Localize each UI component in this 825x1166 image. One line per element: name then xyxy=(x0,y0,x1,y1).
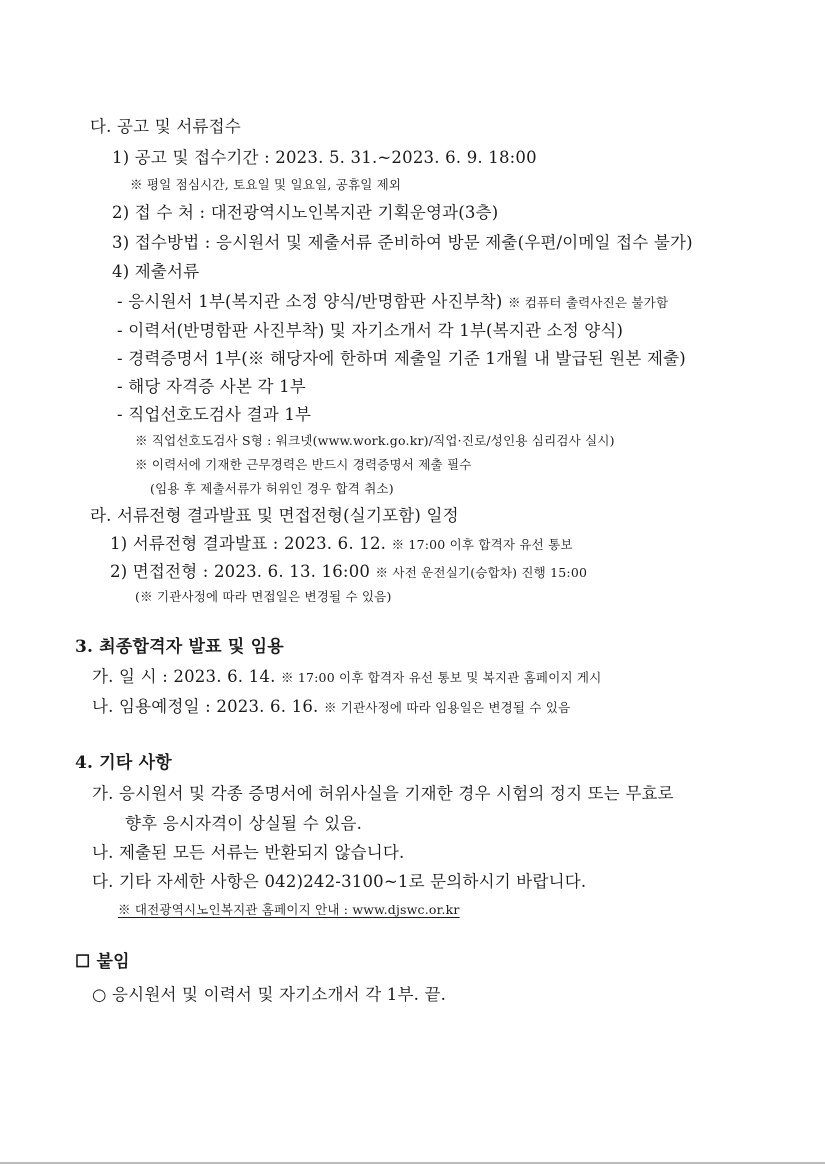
document-item xyxy=(117,291,668,314)
section-da-item-2: 2) 접 수 처 : 대전광역시노인복지관 기획운영과(3층) xyxy=(112,203,499,222)
document-item: - 직업선호도검사 결과 1부 xyxy=(117,405,312,424)
section-da-heading: 다. 공고 및 서류접수 xyxy=(90,117,241,136)
section-ra-item-1 xyxy=(110,533,573,556)
item-text: 나. 임용예정일 : 2023. 6. 16. xyxy=(92,697,319,716)
section-da-item-4: 4) 제출서류 xyxy=(112,262,200,281)
section-3-heading: 3. 최종합격자 발표 및 임용 xyxy=(75,637,284,657)
document-text: - 응시원서 1부(복지관 소정 양식/반명함판 사진부착) xyxy=(117,292,503,311)
attachment-item: ○ 응시원서 및 이력서 및 자기소개서 각 1부. 끝. xyxy=(92,985,447,1004)
interview-change-note: (※ 기관사정에 따라 면접일은 변경될 수 있음) xyxy=(135,589,392,604)
section-ra-item-2 xyxy=(110,561,587,584)
document-item: - 이력서(반명함판 사진부착) 및 자기소개서 각 1부(복지관 소정 양식) xyxy=(117,321,624,340)
item-text: 가. 일 시 : 2023. 6. 14. xyxy=(92,667,276,686)
item-note: ※ 기관사정에 따라 임용일은 변경될 수 있음 xyxy=(323,700,571,715)
section-4-ga: 가. 응시원서 및 각종 증명서에 허위사실을 기재한 경우 시험의 정지 또는 무효로 xyxy=(92,784,674,803)
section-3-na xyxy=(92,696,570,719)
attachment-heading: ☐ 붙임 xyxy=(75,952,130,972)
note: ※ 직업선호도검사 S형 : 워크넷(www.work.go.kr)/직업·진로/성인용 심리검사 실시) xyxy=(135,433,615,448)
section-da-item-1: 1) 공고 및 접수기간 : 2023. 5. 31.~2023. 6. 9. 18:00 xyxy=(112,148,537,167)
section-4-heading: 4. 기타 사항 xyxy=(75,753,172,773)
section-4-ga-cont: 향후 응시자격이 상실될 수 있음. xyxy=(125,814,363,833)
document-item: - 해당 자격증 사본 각 1부 xyxy=(117,377,306,396)
application-note: ※ 컴퓨터 출력사진은 불가함 xyxy=(507,295,669,310)
period-note: ※ 평일 점심시간, 토요일 및 일요일, 공휴일 제외 xyxy=(130,177,402,192)
section-3-ga xyxy=(92,666,601,689)
section-4-na: 나. 제출된 모든 서류는 반환되지 않습니다. xyxy=(92,843,405,862)
section-da-item-3: 3) 접수방법 : 응시원서 및 제출서류 준비하여 방문 제출(우편/이메일 접수 불가) xyxy=(112,233,693,252)
section-ra-heading: 라. 서류전형 결과발표 및 면접전형(실기포함) 일정 xyxy=(90,506,459,525)
item-note: ※ 사전 운전실기(승합차) 진행 15:00 xyxy=(375,565,588,580)
section-4-da: 다. 기타 자세한 사항은 042)242-3100~1로 문의하시기 바랍니다. xyxy=(92,872,587,891)
item-note: ※ 17:00 이후 합격자 유선 통보 xyxy=(391,537,573,552)
note: (임용 후 제출서류가 허위인 경우 합격 취소) xyxy=(150,481,394,496)
document-item: - 경력증명서 1부(※ 해당자에 한하며 제출일 기준 1개월 내 발급된 원본 제출) xyxy=(117,349,686,368)
item-text: 1) 서류전형 결과발표 : 2023. 6. 12. xyxy=(110,534,387,553)
homepage-note-link[interactable]: ※ 대전광역시노인복지관 홈페이지 안내 : www.djswc.or.kr xyxy=(118,902,460,917)
page-bottom-edge xyxy=(0,1162,825,1164)
item-text: 2) 면접전형 : 2023. 6. 13. 16:00 xyxy=(110,562,371,581)
note: ※ 이력서에 기재한 근무경력은 반드시 경력증명서 제출 필수 xyxy=(135,457,472,472)
item-note: ※ 17:00 이후 합격자 유선 통보 및 복지관 홈페이지 게시 xyxy=(280,670,602,685)
